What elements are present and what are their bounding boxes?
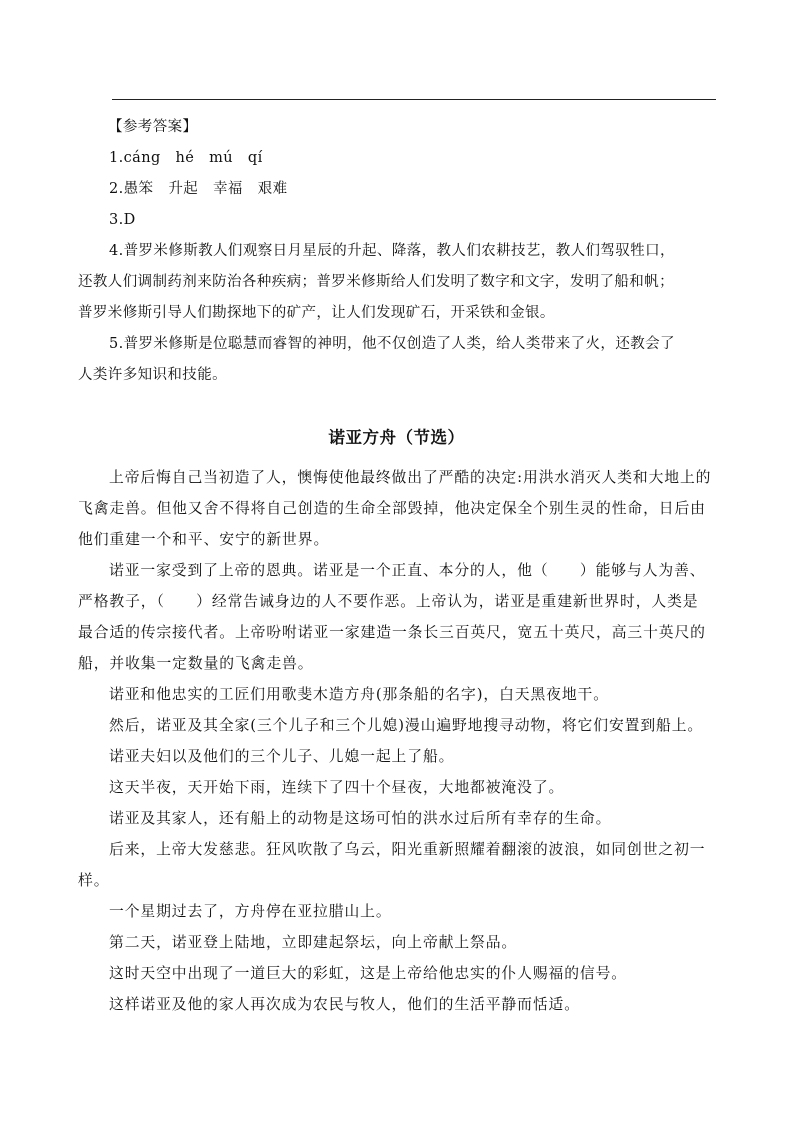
answer-4-line-2: 还教人们调制药剂来防治各种疾病；普罗米修斯给人们发明了数字和文字，发明了船和帆； [78,274,674,290]
story-p11: 这时天空中出现了一道巨大的彩虹，这是上帝给他忠实的仆人赐福的信号。 [109,965,627,982]
story-p1-line-1: 上帝后悔自己当初造了人，懊悔使他最终做出了严酷的决定:用洪水消灭人类和大地上的 [109,469,712,486]
story-p1-line-2: 飞禽走兽。但他又舍不得将自己创造的生命全部毁掉，他决定保全个别生灵的性命，日后由 [78,500,706,517]
story-p6: 这天半夜，天开始下雨，连续下了四十个昼夜，大地都被淹没了。 [109,779,565,796]
story-title: 诺亚方舟（节选） [328,428,465,447]
answer-4-line-1: 4.普罗米修斯教人们观察日月星辰的升起、降落，教人们农耕技艺，教人们驾驭牲口， [109,243,675,259]
story-body [78,462,723,1020]
answer-5-line-1: 5.普罗米修斯是位聪慧而睿智的神明，他不仅创造了人类，给人类带来了火，还教会了 [109,336,675,352]
answer-3: 3.D [109,212,136,228]
answer-5-line-2: 人类许多知识和技能。 [78,367,227,383]
story-p7: 诺亚及其家人，还有船上的动物是这场可怕的洪水过后所有幸存的生命。 [109,810,612,827]
answer-2: 2.愚笨 升起 幸福 艰难 [109,181,288,197]
answer-heading: 【参考答案】 [108,119,198,135]
story-p3: 诺亚和他忠实的工匠们用歌斐木造方舟(那条船的名字)，白天黑夜地干。 [109,686,609,703]
story-p12: 这样诺亚及他的家人再次成为农民与牧人，他们的生活平静而恬适。 [109,996,580,1013]
story-p9: 一个星期过去了，方舟停在亚拉腊山上。 [109,903,392,920]
story-p2-line-2: 严格教子，（ ）经常告诫身边的人不要作恶。上帝认为，诺亚是重建新世界时，人类是 [78,593,699,610]
answer-1: 1.cáng hé mú qí [109,150,263,166]
story-p1-line-3: 他们重建一个和平、安宁的新世界。 [78,531,330,548]
story-p10: 第二天，诺亚登上陆地，立即建起祭坛，向上帝献上祭品。 [109,934,518,951]
story-p2-line-1: 诺亚一家受到了上帝的恩典。诺亚是一个正直、本分的人，他（ ）能够与人为善、 [109,562,706,579]
story-p2-line-4: 船，并收集一定数量的飞禽走兽。 [78,655,314,672]
answer-section [78,112,718,391]
story-p2-line-3: 最合适的传宗接代者。上帝吩咐诺亚一家建造一条长三百英尺，宽五十英尺，高三十英尺的 [78,624,706,641]
answer-4-line-3: 普罗米修斯引导人们勘探地下的矿产，让人们发现矿石，开采铁和金银。 [78,305,555,321]
story-p8-line-2: 样。 [78,872,110,889]
story-p5: 诺亚夫妇以及他们的三个儿子、儿媳一起上了船。 [109,748,455,765]
story-p8-line-1: 后来，上帝大发慈悲。狂风吹散了乌云，阳光重新照耀着翻滚的波浪，如同创世之初一 [109,841,706,858]
header-rule [112,99,716,100]
story-p4: 然后，诺亚及其全家(三个儿子和三个儿媳)漫山遍野地搜寻动物，将它们安置到船上。 [109,717,704,734]
